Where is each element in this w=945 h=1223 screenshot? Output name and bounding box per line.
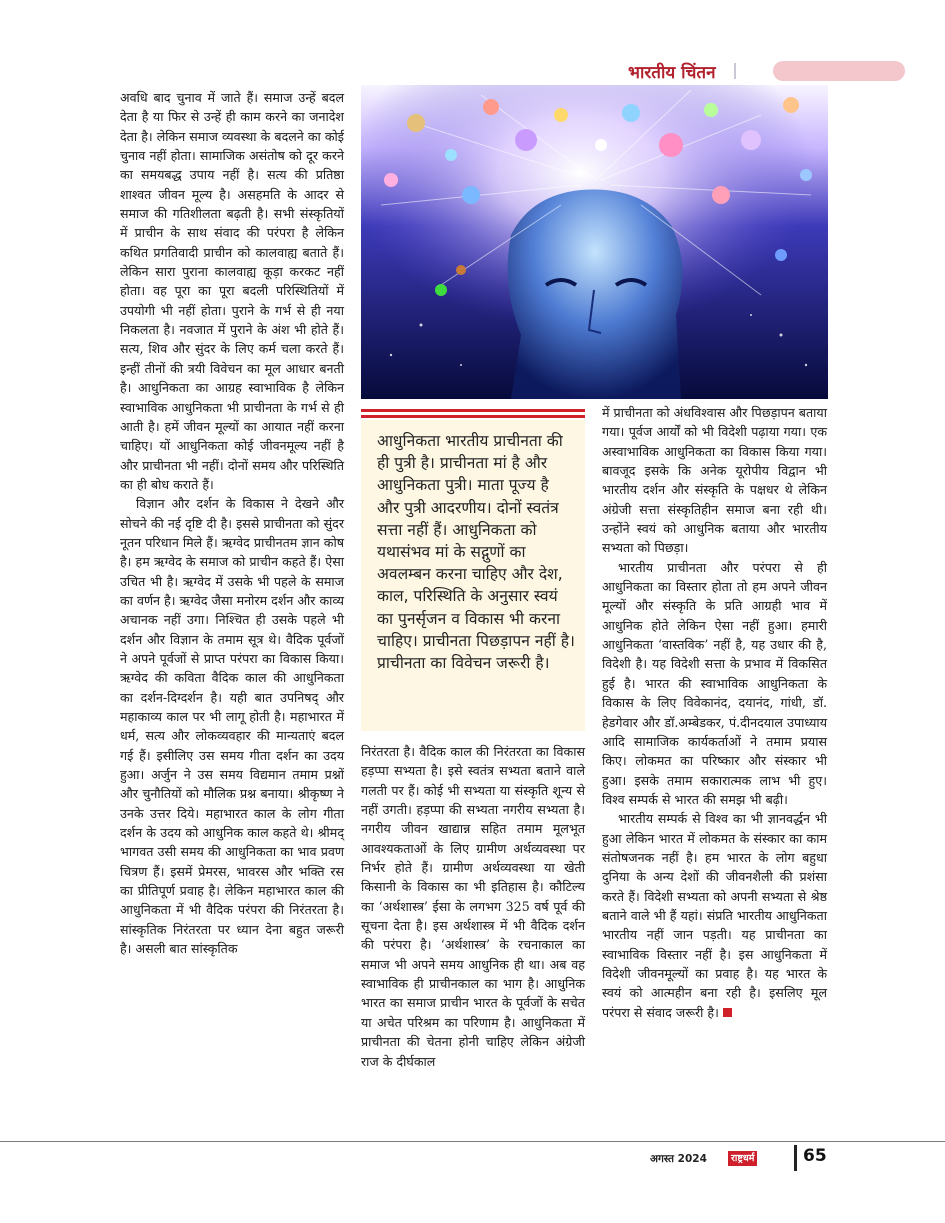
pullquote-box (361, 420, 585, 731)
footer-date: अगस्त 2024 (650, 1153, 707, 1165)
paragraph: विज्ञान और दर्शन के विकास ने देखने और सोचने की नई दृष्टि दी है। इससे प्राचीनता को सुंदर नूतन परिधान मिले हैं। ऋग्वेद प्राचीनतम ज्ञान कोष है। हम ऋग्वेद के समाज को प्राचीन कहते हैं। ऐसा उचित भी है। ऋग्वेद में उसके भी पहले के समाज का वर्णन है। ऋग्वेद जैसा मनोरम दर्शन और काव्य अचानक नहीं उगा। निश्चित ही उसके पहले भी दर्शन और विज्ञान के तमाम सूत्र थे। वैदिक पूर्वजों ने अपने पूर्वजों से प्राप्त परंपरा का विकास किया। ऋग्वेद की कविता वैदिक काल की आधुनिकता का दर्शन-दिग्दर्शन है। यही बात उपनिषद् और महाकाव्य काल पर भी लागू होती है। महाभारत में धर्म, सत्य और लोकव्यवहार की मान्यताएं बदल गई हैं। इसीलिए उस समय गीता दर्शन का उदय हुआ। अर्जुन ने उस समय विद्यमान तमाम प्रश्नों और चुनौतियों को मौलिक प्रश्न बनाया। श्रीकृष्ण ने उनके उत्तर दिये। महाभारत काल के लोग गीता दर्शन के उदय को आधुनिक काल कहते थे। श्रीमद् भागवत उसी समय की आधुनिकता का भाव प्रवण चित्रण हैं। इसमें प्रेमरस, भावरस और भक्ति रस का प्रीतिपूर्ण प्रवाह है। लेकिन महाभारत काल की आधुनिकता में भी वैदिक परंपरा की निरंतरता है। सांस्कृतिक निरंतरता पर ध्यान देना बहुत जरूरी है। असली बात सांस्कृतिक (120, 496, 344, 957)
section-header (600, 58, 905, 86)
footer-rule (0, 1141, 945, 1142)
pullquote-text: आधुनिकता भारतीय प्राचीनता की ही पुत्री है। प्राचीनता मां है और आधुनिकता पुत्री। माता पूज्य है और पुत्री आदरणीय। दोनों स्वतंत्र सत्ता नहीं हैं। आधुनिकता को यथासंभव मां के सद्गुणों का अवलम्बन करना चाहिए और देश, काल, परिस्थिति के अनुसार स्वयं का पुनर्सृजन व विकास भी करना चाहिए। प्राचीनता पिछड़ापन नहीं है। प्राचीनता का विवेचन जरूरी है। (377, 432, 575, 673)
paragraph: निरंतरता है। वैदिक काल की निरंतरता का विकास हड़प्पा सभ्यता है। इसे स्वतंत्र सभ्यता बताने वाले गलती पर हैं। कोई भी सभ्यता या संस्कृति शून्य से नहीं उगती। हड़प्पा की सभ्यता नगरीय सभ्यता है। नगरीय जीवन खाद्यान्न सहित तमाम मूलभूत आवश्यकताओं के लिए ग्रामीण अर्थव्यवस्था पर निर्भर होते हैं। ग्रामीण अर्थव्यवस्था या खेती किसानी के विकास का भी इतिहास है। कौटिल्य का ‘अर्थशास्त्र’ ईसा के लगभग 325 वर्ष पूर्व की सूचना देता है। इस अर्थशास्त्र में भी वैदिक दर्शन की परंपरा है। ‘अर्थशास्त्र’ के रचनाकाल का समाज भी अपने समय आधुनिक ही था। अब वह स्वाभाविक ही प्राचीनकाल का भाग है। आधुनिक भारत का समाज प्राचीन भारत के पूर्वजों के सचेत या अचेत परिश्रम का परिणाम है। आधुनिकता में प्राचीनता की चेतना होनी चाहिए लेकिन अंग्रेजी राज के दीर्घकाल (361, 744, 585, 1069)
paragraph-last (602, 809, 827, 1022)
paragraph-text: भारतीय सम्पर्क से विश्व का भी ज्ञानवर्द्धन भी हुआ लेकिन भारत में लोकमत के संस्कार का काम संतोषजनक नहीं है। हम भारत के लोग बहुधा दुनिया के अन्य देशों की जीवनशैली की प्रशंसा करते हैं। विदेशी सभ्यता को अपनी सभ्यता से श्रेष्ठ बताने वाले भी हैं यहां। संप्रति भारतीय आधुनिकता भारतीय नहीं जान पड़ती। यह प्राचीनता का स्वाभाविक विस्तार नहीं है। इस आधुनिकता में विदेशी जीवनमूल्यों का प्रवाह है। यह भारत के स्वयं को आत्महीन बना रही है। इसलिए मूल परंपरा से संवाद जरूरी है। (602, 811, 827, 1020)
article-column-3 (602, 403, 827, 1022)
article-column-1 (120, 88, 344, 958)
page-number: 65 (803, 1146, 827, 1166)
section-pill-decoration (773, 61, 905, 81)
paragraph: भारतीय प्राचीनता और परंपरा से ही आधुनिकता का विस्तार होता तो हम अपने जीवन मूल्यों और संस्कृति के प्रति आग्रही भाव में आधुनिक होते लेकिन ऐसा नहीं हुआ। हमारी आधुनिकता ‘वास्तविक’ नहीं है, यह उधार की है, विदेशी है। यह विदेशी सत्ता के प्रभाव में विकसित हुई है। भारत की स्वाभाविक आधुनिकता के विकास के लिए विवेकानंद, दयानंद, गांधी, डॉ. हेडगेवार और डॉ.अम्बेडकर, पं.दीनदयाल उपाध्याय आदि सामाजिक कार्यकर्ताओं ने तमाम प्रयास किए। लोकमत का परिष्कार और संस्कार भी हुआ। इसके तमाम सकारात्मक लाभ भी हुए। विश्व सम्पर्क से भारत की समझ भी बढ़ी। (602, 559, 827, 807)
paragraph: अवधि बाद चुनाव में जाते हैं। समाज उन्हें बदल देता है या फिर से उन्हें ही काम करने का जनादेश देता है। लेकिन समाज व्यवस्था के बदलने का कोई चुनाव नहीं होता। सामाजिक असंतोष को दूर करने का समयबद्ध उपाय नहीं है। सत्य की प्रतिष्ठा शाश्वत जीवन मूल्य है। असहमति के आदर से समाज की गतिशीलता बढ़ती है। सभी संस्कृतियों में प्राचीन के साथ संवाद की परंपरा है लेकिन कथित प्रगतिवादी प्राचीन को कालवाह्य बताते हैं। लेकिन सारा पुराना कालवाह्य कूड़ा करकट नहीं होता। वह पूरा का पूरा बदली परिस्थितियों में उपयोगी भी नहीं होता। पुराने के गर्भ से ही नया निकलता है। नवजात में पुराने के अंश भी होते हैं। सत्य, शिव और सुंदर के लिए कर्म चला करते हैं। इन्हीं तीनों की त्रयी विवेचन का मूल आधार बनती है। आधुनिकता का आग्रह स्वाभाविक है लेकिन स्वाभाविक आधुनिकता भी प्राचीनता के गर्भ से ही आती है। हमें जीवन मूल्यों का आयात नहीं करना चाहिए। यों आधुनिकता कोई जीवनमूल्य नहीं है और प्राचीनता भी नहीं। दोनों समय और परिस्थिति का ही बोध कराते हैं। (120, 90, 344, 492)
footer-divider (794, 1145, 797, 1171)
section-title: भारतीय चिंतन (628, 63, 716, 83)
pullquote-top-rules (361, 409, 585, 418)
paragraph: में प्राचीनता को अंधविश्वास और पिछड़ापन बताया गया। पूर्वज आर्यों को भी विदेशी पढ़ाया गया। एक अस्वाभाविक आधुनिकता का विकास किया गया। बावजूद इसके कि अनेक यूरोपीय विद्वान भी भारतीय दर्शन और संस्कृति के पक्षधर थे लेकिन अंग्रेजी सत्ता संस्कृतिहीन समाज बना रही थी। उन्होंने स्वयं को आधुनिक बताया और भारतीय सभ्यता को पिछड़ा। (602, 405, 827, 556)
footer-brand-logo: राष्ट्रधर्म (728, 1151, 757, 1166)
section-divider (734, 63, 736, 79)
glowing-head-network-icon (361, 85, 828, 399)
article-column-2 (361, 742, 585, 1071)
end-of-article-mark (723, 1008, 732, 1017)
